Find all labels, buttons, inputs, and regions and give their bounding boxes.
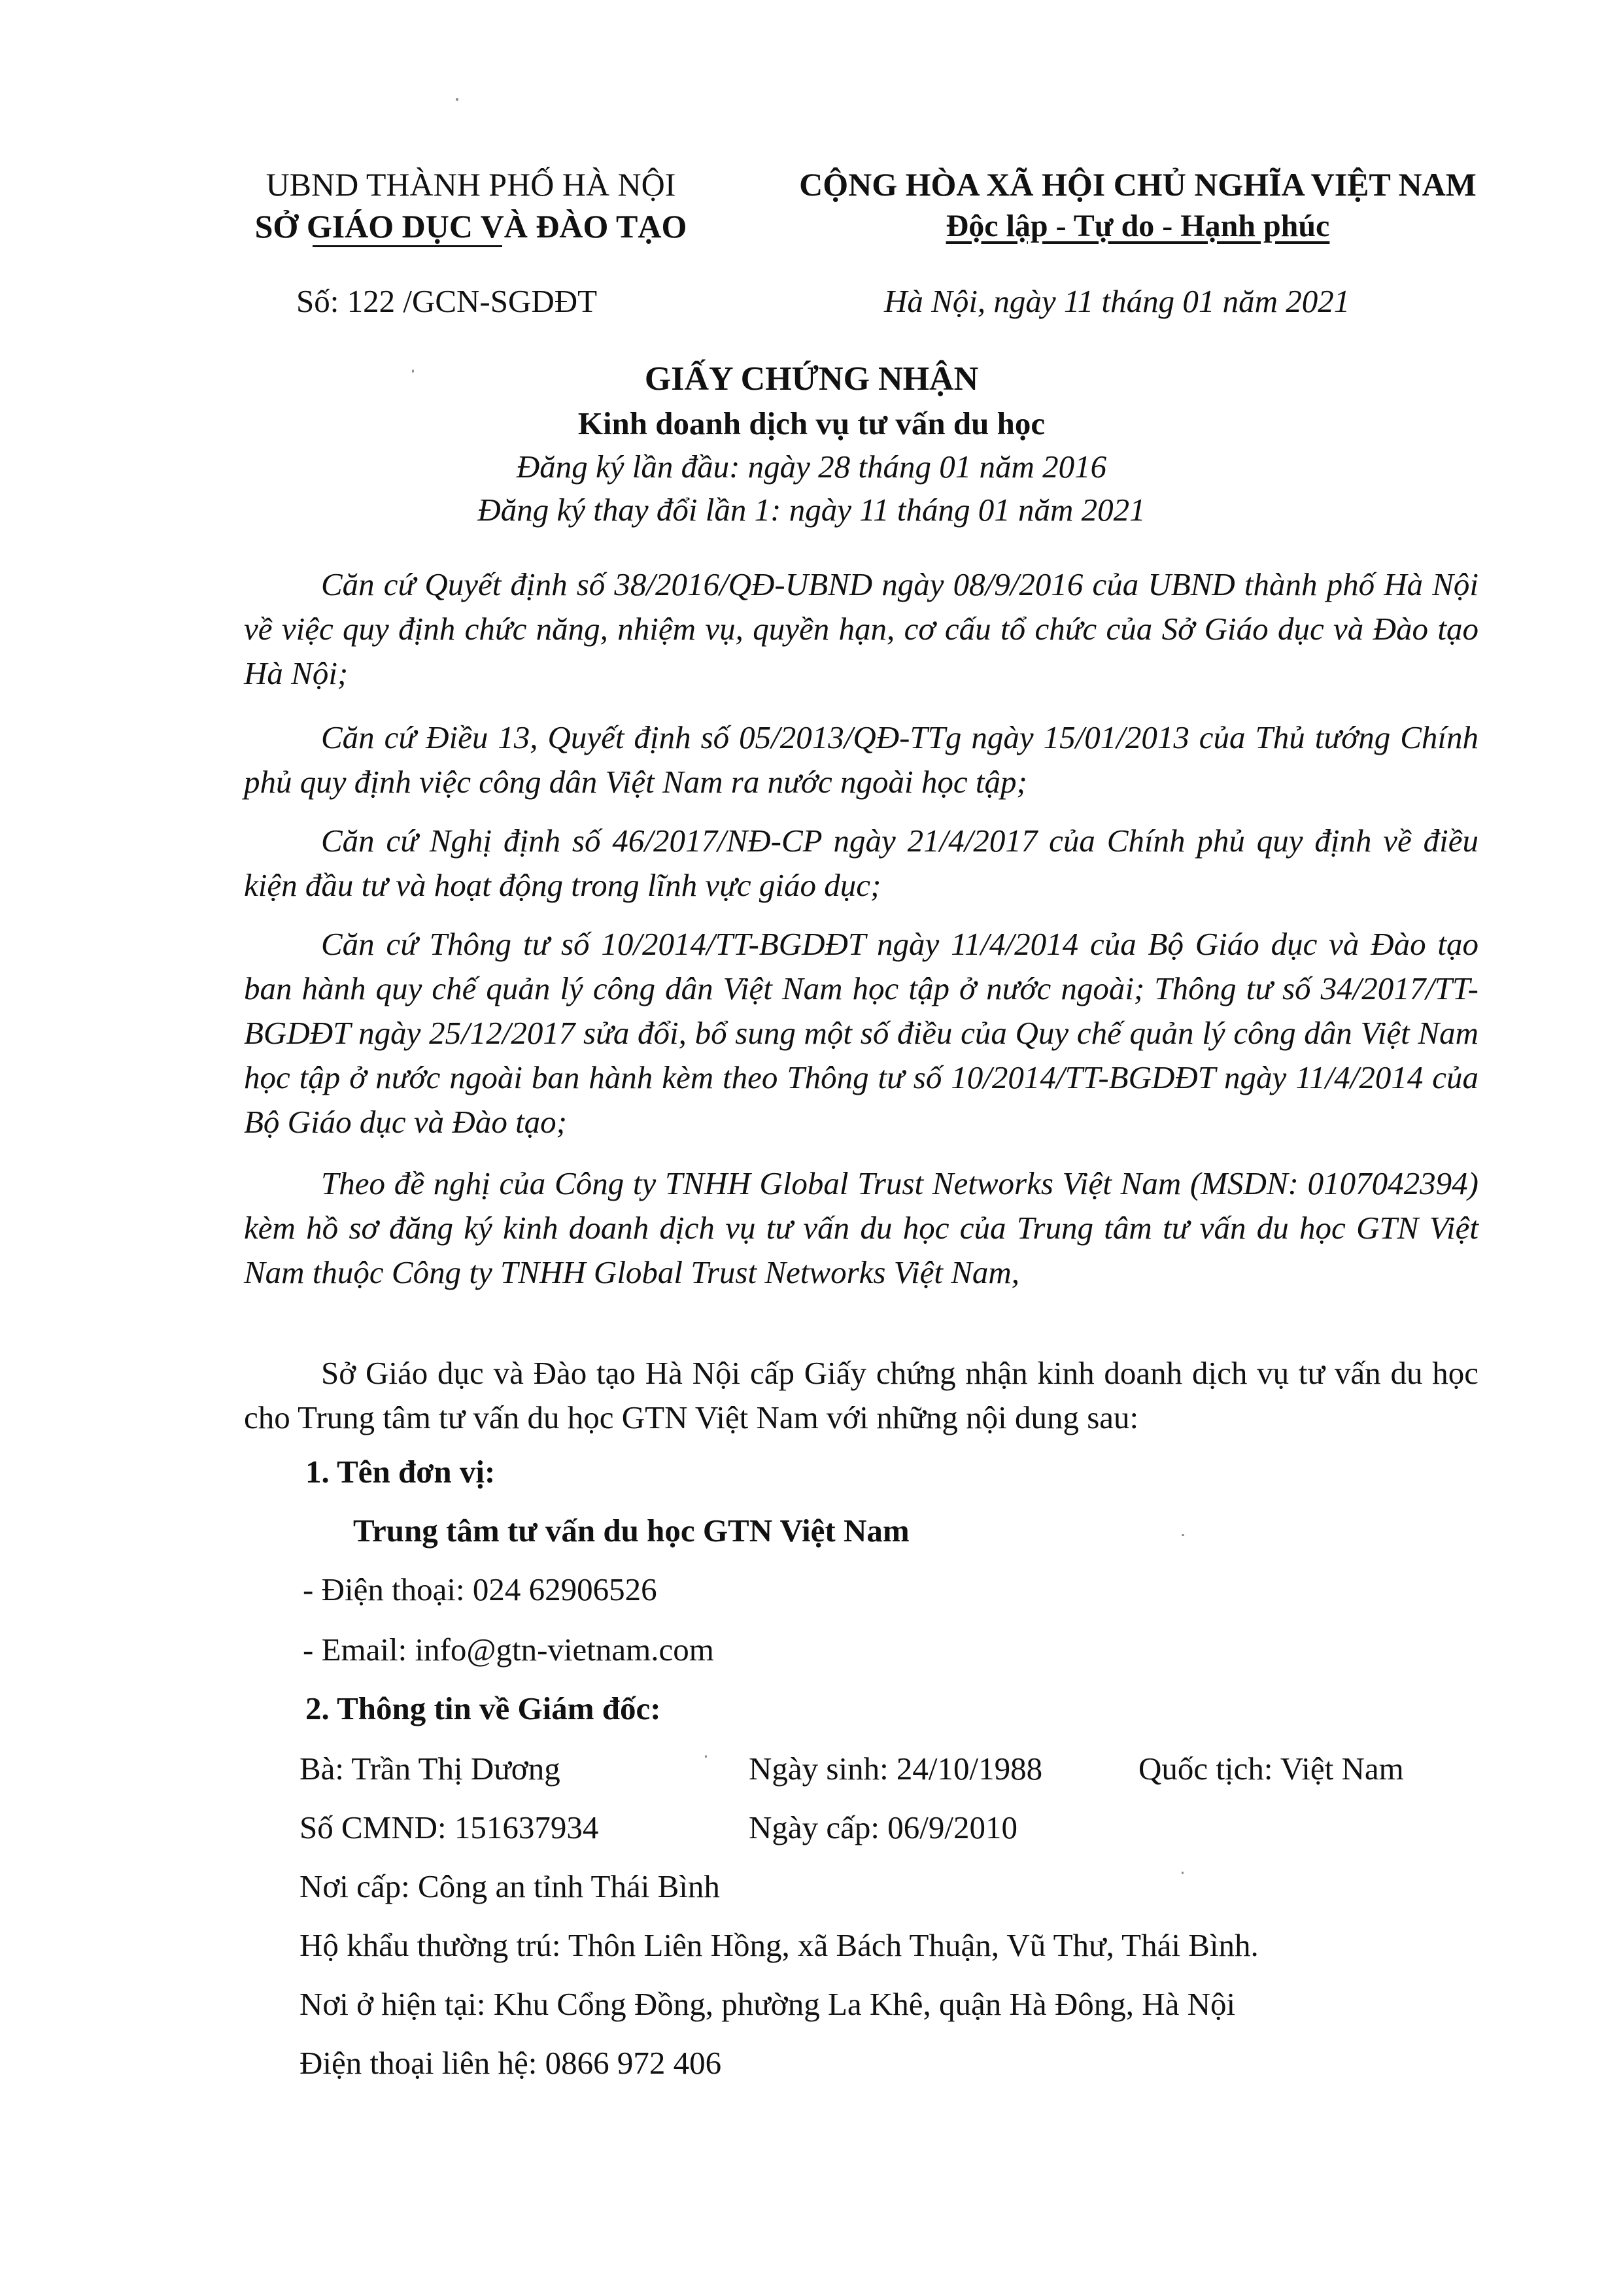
legal-basis-2: Căn cứ Điều 13, Quyết định số 05/2013/QĐ-TTg ngày 15/01/2013 của Thủ tướng Chính phủ quy định việc công dân Việt Nam ra nước ngoài học tập; — [244, 719, 1478, 800]
authority-name: UBND THÀNH PHỐ HÀ NỘI — [265, 166, 676, 203]
legal-basis-3: Căn cứ Nghị định số 46/2017/NĐ-CP ngày 21/4/2017 của Chính phủ quy định về điều kiện đầu tư và hoạt động trong lĩnh vực giáo dục; — [244, 823, 1478, 903]
director-id-issue-place: Nơi cấp: Công an tỉnh Thái Bình — [299, 1868, 720, 1904]
scan-speck — [456, 98, 458, 101]
scan-speck — [1182, 1872, 1184, 1874]
department-underline — [313, 245, 502, 247]
decision-paragraph: Sở Giáo dục và Đào tạo Hà Nội cấp Giấy chứng nhận kinh doanh dịch vụ tư vấn du học cho Trung tâm tư vấn du học GTN Việt Nam với những nội dung sau: — [244, 1355, 1478, 1435]
issuer-header — [196, 163, 745, 247]
director-contact-phone: Điện thoại liên hệ: 0866 972 406 — [299, 2045, 722, 2081]
document-title: GIẤY CHỨNG NHẬN — [644, 360, 979, 398]
section1-heading: 1. Tên đơn vị: — [305, 1454, 496, 1490]
unit-email: - Email: info@gtn-vietnam.com — [303, 1632, 714, 1668]
director-name: Bà: Trần Thị Dương — [299, 1751, 560, 1787]
director-current-address: Nơi ở hiện tại: Khu Cổng Đồng, phường La Khê, quận Hà Đông, Hà Nội — [299, 1986, 1236, 2022]
department-name: SỞ GIÁO DỤC VÀ ĐÀO TẠO — [254, 208, 687, 245]
unit-phone: - Điện thoại: 024 62906526 — [303, 1571, 657, 1607]
legal-basis-4: Căn cứ Thông tư số 10/2014/TT-BGDĐT ngày 11/4/2014 của Bộ Giáo dục và Đào tạo ban hành quy chế quản lý công dân Việt Nam học tập ở nước ngoài; Thông tư số 34/2017/TT-BGDĐT ngày 25/12/2017 sửa đổi, bổ sung một số điều của Quy chế quản lý công dân Việt Nam học tập ở nước ngoài ban hành kèm theo Thông tư số 10/2014/TT-BGDĐT ngày 11/4/2014 của Bộ Giáo dục và Đào tạo; — [244, 926, 1478, 1140]
document-subject: Kinh doanh dịch vụ tư vấn du học — [577, 405, 1046, 441]
scan-speck — [1182, 1534, 1184, 1536]
legal-basis-5: Theo đề nghị của Công ty TNHH Global Trust Networks Việt Nam (MSDN: 0107042394) kèm hồ sơ đăng ký kinh doanh dịch vụ tư vấn du học của Trung tâm tư vấn du học GTN Việt Nam thuộc Công ty TNHH Global Trust Networks Việt Nam, — [244, 1165, 1478, 1290]
scan-speck — [412, 369, 414, 373]
document-number: Số: 122 /GCN-SGDĐT — [296, 283, 598, 319]
title-block — [0, 356, 1623, 532]
director-nationality: Quốc tịch: Việt Nam — [1138, 1751, 1404, 1787]
national-motto: Độc lập - Tự do - Hạnh phúc — [946, 209, 1330, 243]
change-registration: Đăng ký thay đổi lần 1: ngày 11 tháng 01 năm 2021 — [477, 492, 1146, 528]
national-header — [745, 163, 1530, 247]
director-id-issue-date: Ngày cấp: 06/9/2010 — [749, 1809, 1017, 1845]
document-date: Hà Nội, ngày 11 tháng 01 năm 2021 — [884, 283, 1350, 319]
legal-basis-1: Căn cứ Quyết định số 38/2016/QĐ-UBND ngày 08/9/2016 của UBND thành phố Hà Nội về việc quy định chức năng, nhiệm vụ, quyền hạn, cơ cấu tổ chức của Sở Giáo dục và Đào tạo Hà Nội; — [244, 566, 1478, 691]
republic-name: CỘNG HÒA XÃ HỘI CHỦ NGHĨA VIỆT NAM — [799, 166, 1477, 203]
section2-heading: 2. Thông tin về Giám đốc: — [305, 1690, 661, 1726]
unit-name: Trung tâm tư vấn du học GTN Việt Nam — [353, 1513, 910, 1549]
director-dob: Ngày sinh: 24/10/1988 — [749, 1751, 1043, 1787]
scan-speck — [705, 1755, 707, 1758]
director-permanent-address: Hộ khẩu thường trú: Thôn Liên Hồng, xã Bách Thuận, Vũ Thư, Thái Bình. — [299, 1927, 1259, 1963]
director-id-number: Số CMND: 151637934 — [299, 1809, 599, 1845]
first-registration: Đăng ký lần đầu: ngày 28 tháng 01 năm 2016 — [516, 449, 1107, 485]
